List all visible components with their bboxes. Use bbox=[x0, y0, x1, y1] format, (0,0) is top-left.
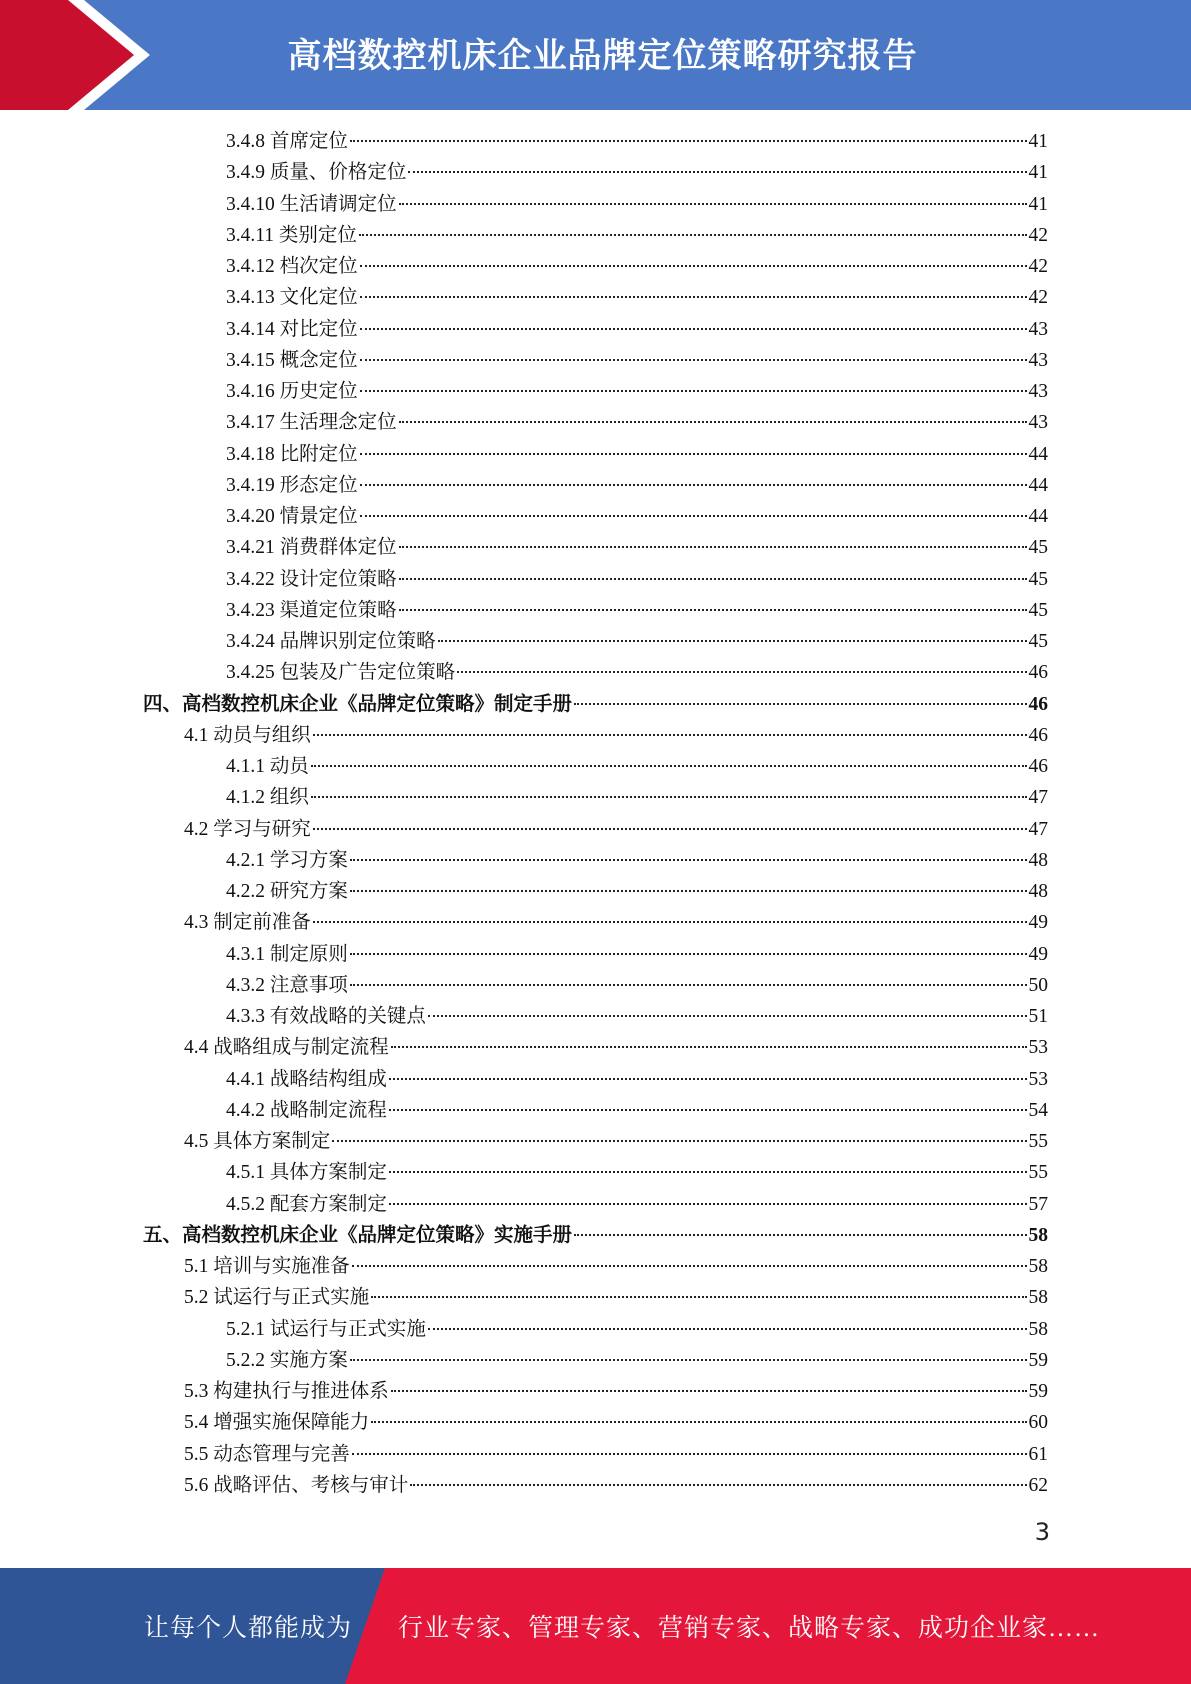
toc-entry[interactable] bbox=[184, 1471, 1048, 1501]
toc-leader-dots bbox=[428, 1328, 1027, 1330]
toc-leader-dots bbox=[313, 734, 1027, 736]
toc-entry-title: 5.3 构建执行与推进体系 bbox=[184, 1381, 389, 1402]
toc-entry-page: 55 bbox=[1028, 1162, 1048, 1184]
toc-entry[interactable] bbox=[226, 971, 1048, 1001]
toc-entry[interactable] bbox=[226, 127, 1048, 157]
toc-entry[interactable] bbox=[226, 158, 1048, 188]
toc-entry-title: 5.4 增强实施保障能力 bbox=[184, 1412, 370, 1434]
toc-entry-title: 4.2 学习与研究 bbox=[184, 818, 311, 840]
toc-entry-page: 58 bbox=[1028, 1256, 1048, 1277]
toc-entry-page: 46 bbox=[1028, 724, 1048, 746]
toc-entry-title: 3.4.23 渠道定位策略 bbox=[226, 599, 397, 621]
toc-entry-page: 58 bbox=[1028, 1224, 1048, 1246]
toc-entry-title: 3.4.18 比附定位 bbox=[226, 443, 358, 465]
toc-entry[interactable] bbox=[184, 1127, 1048, 1157]
toc-leader-dots bbox=[360, 359, 1027, 361]
toc-entry-page: 51 bbox=[1028, 1006, 1048, 1027]
toc-entry[interactable] bbox=[226, 1190, 1048, 1220]
toc-leader-dots bbox=[352, 1453, 1027, 1455]
toc-entry-title: 5.2 试运行与正式实施 bbox=[184, 1287, 370, 1309]
toc-leader-dots bbox=[360, 484, 1027, 486]
toc-leader-dots bbox=[399, 421, 1027, 423]
toc-entry[interactable] bbox=[226, 565, 1048, 595]
toc-entry[interactable] bbox=[184, 1252, 1048, 1282]
toc-leader-dots bbox=[359, 234, 1027, 236]
toc-entry[interactable] bbox=[226, 502, 1048, 532]
toc-entry-page: 48 bbox=[1028, 881, 1048, 902]
page-header bbox=[0, 0, 1191, 110]
toc-leader-dots bbox=[360, 453, 1027, 455]
toc-leader-dots bbox=[438, 640, 1027, 642]
toc-leader-dots bbox=[360, 265, 1027, 267]
toc-entry-title: 3.4.15 概念定位 bbox=[226, 349, 358, 371]
toc-entry-page: 53 bbox=[1028, 1037, 1048, 1059]
toc-leader-dots bbox=[311, 765, 1027, 767]
toc-leader-dots bbox=[360, 390, 1027, 392]
toc-entry-page: 47 bbox=[1028, 787, 1048, 809]
toc-leader-dots bbox=[391, 1390, 1027, 1392]
toc-entry-page: 59 bbox=[1028, 1349, 1048, 1371]
toc-entry-title: 3.4.16 历史定位 bbox=[226, 381, 358, 402]
toc-leader-dots bbox=[389, 1171, 1027, 1173]
page-number: 3 bbox=[1034, 1518, 1050, 1546]
toc-entry[interactable] bbox=[184, 1377, 1048, 1407]
toc-leader-dots bbox=[428, 1015, 1027, 1017]
toc-entry-page: 47 bbox=[1028, 818, 1048, 840]
toc-entry-page: 61 bbox=[1028, 1443, 1048, 1465]
toc-entry[interactable] bbox=[184, 908, 1048, 938]
toc-entry[interactable] bbox=[226, 221, 1048, 251]
toc-leader-dots bbox=[360, 515, 1027, 517]
toc-entry-page: 57 bbox=[1028, 1193, 1048, 1215]
toc-entry-title: 3.4.8 首席定位 bbox=[226, 131, 348, 152]
toc-entry-title: 4.3.1 制定原则 bbox=[226, 943, 348, 965]
toc-entry[interactable] bbox=[226, 940, 1048, 970]
toc-leader-dots bbox=[389, 1078, 1027, 1080]
toc-entry-page: 60 bbox=[1028, 1412, 1048, 1434]
toc-entry[interactable] bbox=[226, 783, 1048, 813]
toc-entry[interactable] bbox=[226, 315, 1048, 345]
toc-entry-page: 43 bbox=[1028, 412, 1048, 434]
toc-leader-dots bbox=[574, 703, 1026, 705]
toc-entry-title: 4.4 战略组成与制定流程 bbox=[184, 1037, 389, 1059]
toc-entry-title: 3.4.20 情景定位 bbox=[226, 506, 358, 527]
toc-entry-title: 4.2.1 学习方案 bbox=[226, 849, 348, 871]
toc-entry[interactable] bbox=[226, 1346, 1048, 1376]
toc-leader-dots bbox=[350, 953, 1027, 955]
toc-entry-title: 4.3.3 有效战略的关键点 bbox=[226, 1006, 426, 1027]
toc-entry[interactable] bbox=[226, 658, 1048, 688]
toc-entry-page: 49 bbox=[1028, 912, 1048, 934]
toc-entry-page: 62 bbox=[1028, 1474, 1048, 1496]
toc-entry-title: 3.4.17 生活理念定位 bbox=[226, 412, 397, 434]
toc-entry-title: 4.5.2 配套方案制定 bbox=[226, 1193, 387, 1215]
toc-entry-page: 45 bbox=[1028, 537, 1048, 559]
toc-leader-dots bbox=[350, 984, 1027, 986]
toc-entry-title: 五、高档数控机床企业《品牌定位策略》实施手册 bbox=[143, 1224, 573, 1246]
toc-entry-title: 4.5 具体方案制定 bbox=[184, 1131, 331, 1152]
toc-entry-title: 5.2.1 试运行与正式实施 bbox=[226, 1318, 426, 1340]
toc-entry[interactable] bbox=[184, 1033, 1048, 1063]
toc-entry-page: 41 bbox=[1028, 131, 1048, 152]
toc-leader-dots bbox=[574, 1234, 1026, 1236]
toc-entry-page: 54 bbox=[1028, 1099, 1048, 1121]
toc-entry-title: 5.1 培训与实施准备 bbox=[184, 1256, 350, 1277]
toc-entry[interactable] bbox=[184, 815, 1048, 845]
toc-entry[interactable] bbox=[226, 471, 1048, 501]
toc-entry-title: 4.3.2 注意事项 bbox=[226, 974, 348, 996]
toc-leader-dots bbox=[350, 140, 1027, 142]
toc-entry-title: 3.4.21 消费群体定位 bbox=[226, 537, 397, 559]
toc-entry-title: 3.4.22 设计定位策略 bbox=[226, 568, 397, 590]
toc-leader-dots bbox=[350, 890, 1027, 892]
toc-entry-page: 48 bbox=[1028, 849, 1048, 871]
toc-entry[interactable] bbox=[226, 377, 1048, 407]
toc-entry-page: 46 bbox=[1028, 693, 1048, 715]
toc-entry-page: 58 bbox=[1028, 1318, 1048, 1340]
toc-entry-title: 3.4.10 生活请调定位 bbox=[226, 193, 397, 215]
toc-entry[interactable] bbox=[226, 408, 1048, 438]
toc-entry-title: 4.1.1 动员 bbox=[226, 756, 309, 777]
footer-slogan-left: 让每个人都能成为 bbox=[144, 1615, 353, 1642]
toc-entry-title: 3.4.13 文化定位 bbox=[226, 287, 358, 309]
toc-entry-page: 43 bbox=[1028, 381, 1048, 402]
toc-entry-page: 42 bbox=[1028, 256, 1048, 277]
toc-entry-title: 3.4.19 形态定位 bbox=[226, 474, 358, 496]
toc-entry-title: 4.3 制定前准备 bbox=[184, 912, 311, 934]
toc-entry-page: 45 bbox=[1028, 631, 1048, 652]
toc-leader-dots bbox=[408, 171, 1026, 173]
toc-entry[interactable] bbox=[184, 721, 1048, 751]
toc-leader-dots bbox=[389, 1109, 1027, 1111]
toc-entry-title: 4.1 动员与组织 bbox=[184, 724, 311, 746]
toc-entry[interactable] bbox=[226, 1158, 1048, 1188]
toc-entry-title: 3.4.12 档次定位 bbox=[226, 256, 358, 277]
toc-leader-dots bbox=[410, 1484, 1026, 1486]
toc-leader-dots bbox=[399, 578, 1027, 580]
toc-leader-dots bbox=[399, 546, 1027, 548]
toc-leader-dots bbox=[360, 296, 1027, 298]
toc-entry-page: 43 bbox=[1028, 349, 1048, 371]
toc-leader-dots bbox=[371, 1296, 1026, 1298]
toc-leader-dots bbox=[399, 203, 1027, 205]
toc-leader-dots bbox=[332, 1140, 1026, 1142]
toc-entry[interactable] bbox=[226, 1065, 1048, 1095]
toc-leader-dots bbox=[311, 796, 1027, 798]
toc-entry-title: 四、高档数控机床企业《品牌定位策略》制定手册 bbox=[143, 693, 573, 715]
toc-entry[interactable] bbox=[226, 1002, 1048, 1032]
toc-entry-page: 41 bbox=[1028, 193, 1048, 215]
page-footer bbox=[0, 1568, 1191, 1684]
toc-entry[interactable] bbox=[184, 1283, 1048, 1313]
toc-entry-title: 4.5.1 具体方案制定 bbox=[226, 1162, 387, 1184]
toc-entry[interactable] bbox=[226, 627, 1048, 657]
toc-entry-title: 3.4.25 包装及广告定位策略 bbox=[226, 662, 456, 684]
toc-entry-title: 5.5 动态管理与完善 bbox=[184, 1443, 350, 1465]
toc-leader-dots bbox=[350, 859, 1027, 861]
toc-entry-title: 3.4.14 对比定位 bbox=[226, 318, 358, 340]
toc-entry[interactable] bbox=[226, 252, 1048, 282]
toc-entry-title: 4.4.2 战略制定流程 bbox=[226, 1099, 387, 1121]
toc-entry-page: 46 bbox=[1028, 756, 1048, 777]
toc-entry[interactable] bbox=[226, 877, 1048, 907]
toc-leader-dots bbox=[352, 1265, 1027, 1267]
toc-entry[interactable] bbox=[226, 1096, 1048, 1126]
toc-leader-dots bbox=[313, 921, 1027, 923]
toc-entry-page: 42 bbox=[1028, 224, 1048, 246]
toc-entry-page: 50 bbox=[1028, 974, 1048, 996]
toc-entry-page: 46 bbox=[1028, 662, 1048, 684]
toc-entry[interactable] bbox=[143, 690, 1048, 720]
toc-entry-page: 42 bbox=[1028, 287, 1048, 309]
toc-entry-title: 5.6 战略评估、考核与审计 bbox=[184, 1474, 409, 1496]
toc-entry[interactable] bbox=[184, 1440, 1048, 1470]
toc-entry-title: 3.4.11 类别定位 bbox=[226, 224, 357, 246]
toc-entry[interactable] bbox=[226, 533, 1048, 563]
toc-entry[interactable] bbox=[184, 1408, 1048, 1438]
toc-entry-page: 59 bbox=[1028, 1381, 1048, 1402]
toc-entry-page: 45 bbox=[1028, 568, 1048, 590]
toc-leader-dots bbox=[350, 1359, 1027, 1361]
toc-entry-page: 44 bbox=[1028, 506, 1048, 527]
report-title: 高档数控机床企业品牌定位策略研究报告 bbox=[287, 35, 918, 76]
toc-entry-page: 55 bbox=[1028, 1131, 1048, 1152]
toc-entry[interactable] bbox=[143, 1221, 1048, 1251]
toc-leader-dots bbox=[389, 1203, 1027, 1205]
toc-entry-page: 44 bbox=[1028, 443, 1048, 465]
toc-entry[interactable] bbox=[226, 440, 1048, 470]
toc-entry-page: 58 bbox=[1028, 1287, 1048, 1309]
toc-entry-title: 4.2.2 研究方案 bbox=[226, 881, 348, 902]
toc-entry-page: 43 bbox=[1028, 318, 1048, 340]
toc-leader-dots bbox=[371, 1421, 1026, 1423]
toc-entry-page: 45 bbox=[1028, 599, 1048, 621]
toc-entry-title: 5.2.2 实施方案 bbox=[226, 1349, 348, 1371]
toc-entry-title: 3.4.24 品牌识别定位策略 bbox=[226, 631, 436, 652]
toc-entry-page: 53 bbox=[1028, 1068, 1048, 1090]
toc-entry[interactable] bbox=[226, 283, 1048, 313]
toc-entry[interactable] bbox=[226, 752, 1048, 782]
toc-entry[interactable] bbox=[226, 346, 1048, 376]
toc-entry[interactable] bbox=[226, 190, 1048, 220]
toc-entry[interactable] bbox=[226, 596, 1048, 626]
toc-leader-dots bbox=[457, 671, 1026, 673]
toc-entry[interactable] bbox=[226, 1315, 1048, 1345]
toc-entry-page: 49 bbox=[1028, 943, 1048, 965]
footer-slogan-right: 行业专家、管理专家、营销专家、战略专家、成功企业家…… bbox=[398, 1615, 1101, 1642]
toc-leader-dots bbox=[391, 1046, 1027, 1048]
toc-leader-dots bbox=[313, 828, 1027, 830]
toc-leader-dots bbox=[360, 328, 1027, 330]
toc-entry-title: 3.4.9 质量、价格定位 bbox=[226, 162, 407, 184]
toc-entry[interactable] bbox=[226, 846, 1048, 876]
toc-entry-title: 4.1.2 组织 bbox=[226, 787, 309, 809]
toc-entry-page: 41 bbox=[1028, 162, 1048, 184]
toc-entry-title: 4.4.1 战略结构组成 bbox=[226, 1068, 387, 1090]
toc-entry-page: 44 bbox=[1028, 474, 1048, 496]
toc-leader-dots bbox=[399, 609, 1027, 611]
